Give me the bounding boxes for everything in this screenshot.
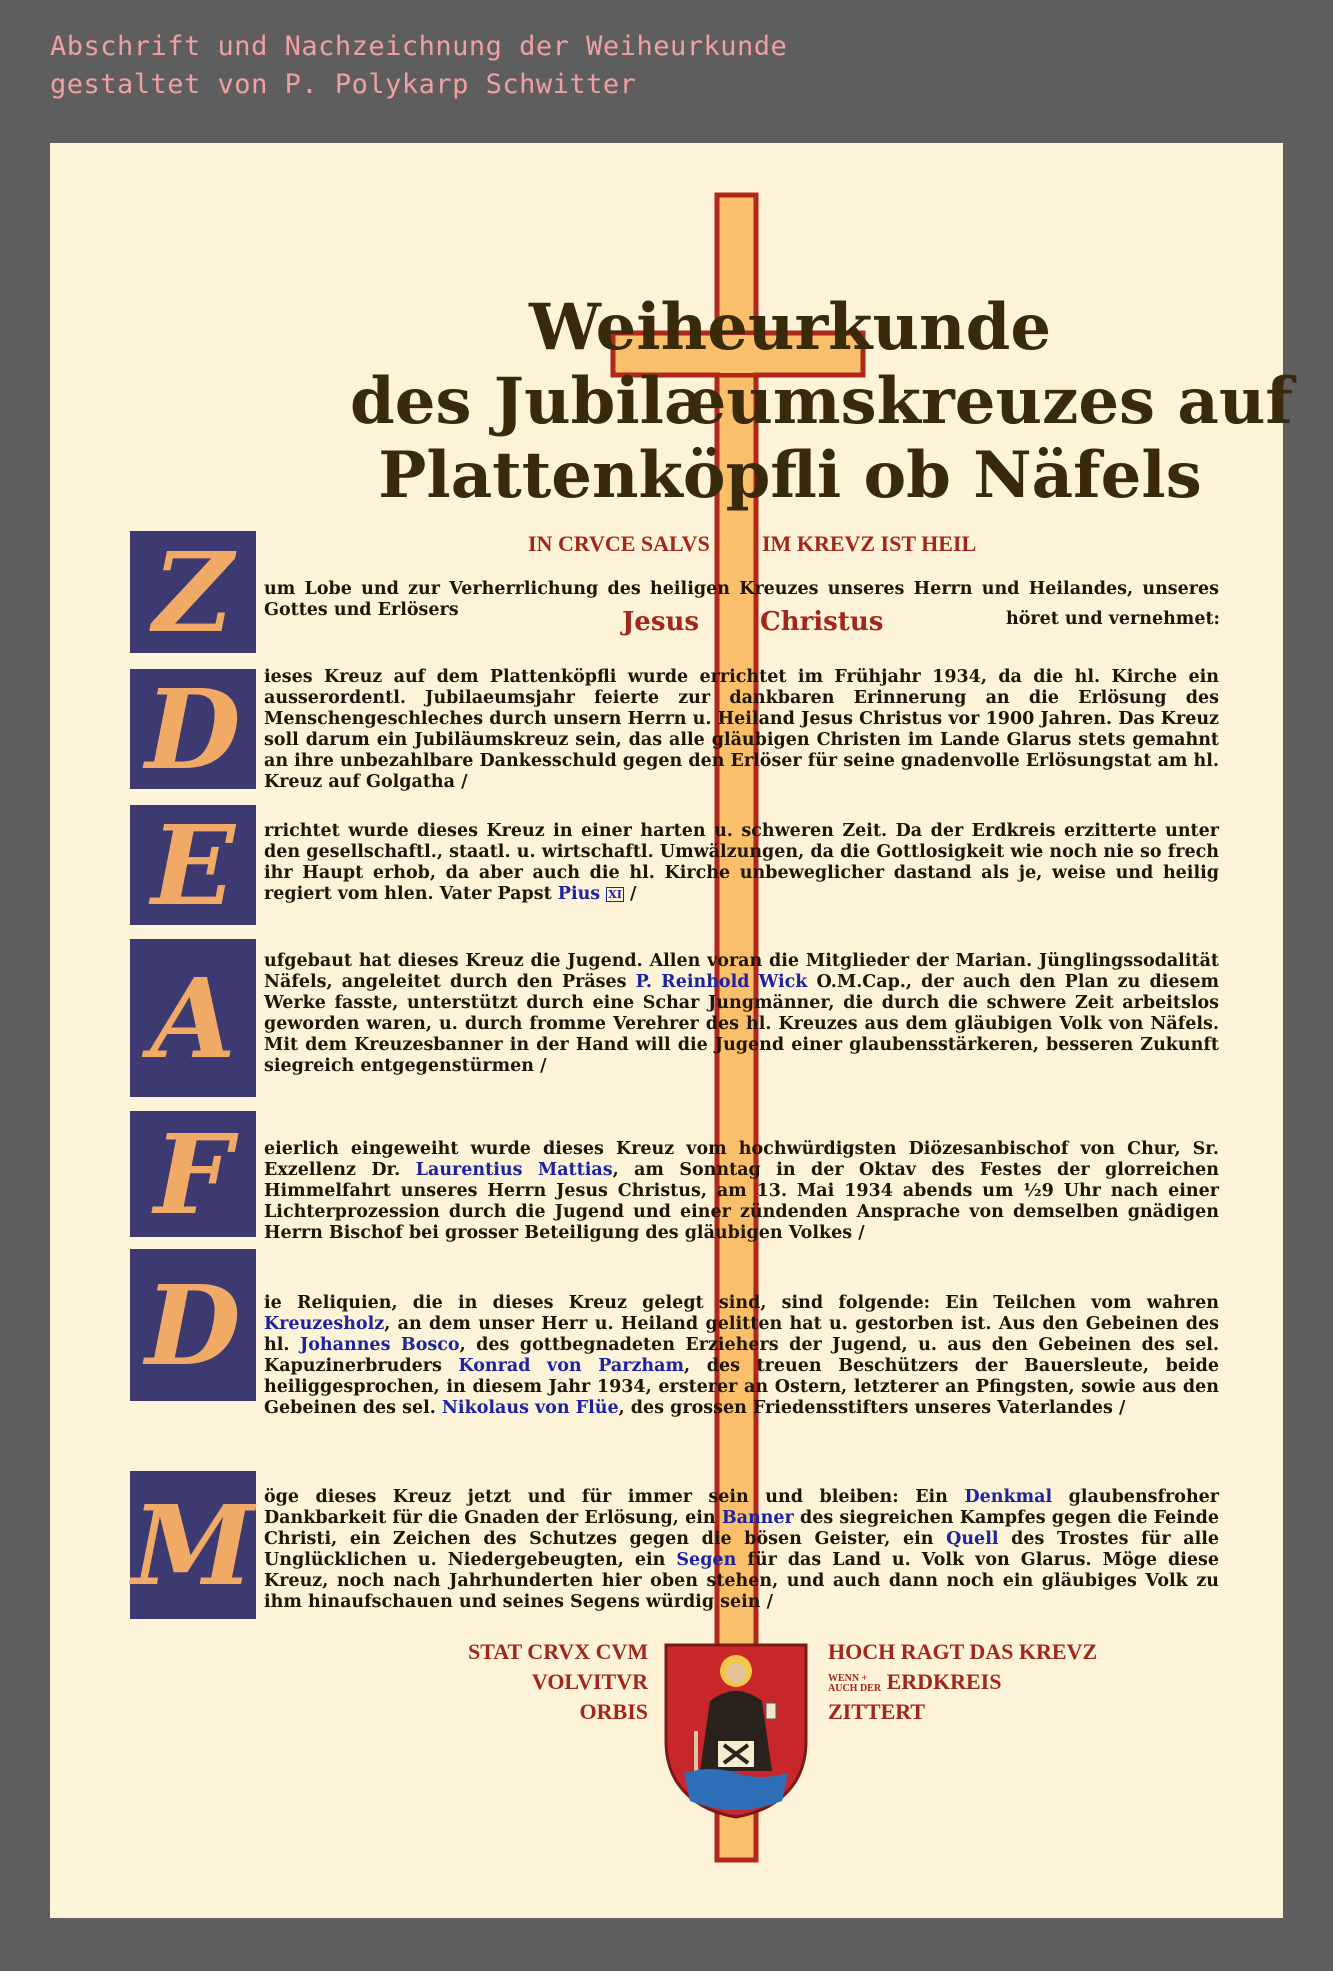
pius-numeral: XI [608, 888, 622, 901]
paragraph-text: glaubensfroher Dankbarkeit für die Gnaden der Erlösung, ein [264, 1487, 1220, 1528]
initial-e: E [130, 805, 256, 925]
header-line-2: gestaltet von P. Polykarp Schwitter [50, 69, 637, 100]
german-small-text [828, 1674, 881, 1694]
name-pius: Pius [557, 884, 601, 904]
german-line-3: ZITTERT [828, 1699, 926, 1724]
page-header [50, 28, 787, 104]
name-christus: Christus [760, 607, 884, 637]
paragraph-text: , des treuen Beschützers der Bauersleute, beide heiliggesprochen, in diesem Jahr 1934, ersterer an Ostern, letzterer an Pfingsten, sowie aus den Gebeinen des sel. [264, 1356, 1220, 1418]
paragraph-text: ie Reliquien, die in dieses Kreuz gelegt sind, sind folgende: Ein Teilchen vom wahren [264, 1293, 1219, 1313]
paragraph-text: , des gottbegnadeten Erziehers der Jugend, u. aus den Gebeinen des sel. Kapuzinerbruders [264, 1335, 1220, 1376]
word-banner: Banner [721, 1508, 794, 1528]
german-line-2 [828, 1667, 1097, 1697]
word-denkmal: Denkmal [964, 1487, 1053, 1507]
title-line-2: des Jubilæumskreuzes auf [350, 364, 1293, 439]
paragraph-text: des siegreichen Kampfes gegen die Feinde Christi, ein Zeichen des Schutzes gegen die bösen Geister, ein [264, 1508, 1220, 1549]
paragraph-hard-times [264, 821, 1219, 905]
paragraph-text: , des grossen Friedensstifters unseres Vaterlandes / [618, 1398, 1126, 1418]
german-small-1: WENN + [828, 1672, 868, 1684]
motto-german: IM KREVZ IST HEIL [762, 531, 977, 556]
german-line-1: HOCH RAGT DAS KREVZ [828, 1639, 1098, 1664]
latin-line-3: ORBIS [579, 1699, 648, 1724]
motto-latin: IN CRVCE SALVS [528, 531, 710, 556]
initial-d-2: D [130, 1249, 256, 1401]
document-title [350, 290, 1293, 513]
header-line-1: Abschrift und Nachzeichnung der Weiheurkunde [50, 31, 788, 62]
german-erdkreis: ERDKREIS [886, 1669, 1002, 1694]
word-quell: Quell [946, 1529, 999, 1549]
paragraph-text: des Trostes für alle Unglücklichen u. Niedergebeugten, ein [264, 1529, 1220, 1570]
paragraph-blessing [264, 1487, 1219, 1613]
initial-f: F [130, 1111, 256, 1237]
initial-a: A [130, 939, 256, 1097]
title-line-3: Plattenköpfli ob Näfels [378, 438, 1202, 513]
bottom-latin-motto [468, 1637, 648, 1727]
title-line-1: Weiheurkunde [528, 290, 1052, 365]
name-laurentius-mattias: Laurentius Mattias [415, 1160, 613, 1180]
latin-line-1: STAT CRVX CVM [468, 1639, 649, 1664]
name-jesus: Jesus [622, 607, 700, 637]
initial-z: Z [130, 531, 256, 653]
paragraph-text: , am Sonntag in der Oktav des Festes der glorreichen Himmelfahrt unseres Herrn Jesus Christus, am 13. Mai 1934 abends um ½9 Uhr nach einer Lichterprozession durch die Jugend und einer zündenden Ansprache von demselben gnädigen Herrn Bischof bei grosser Beteiligung des gläubigen Volkes / [264, 1160, 1219, 1243]
paragraph-end: / [630, 884, 637, 904]
document-sheet [50, 143, 1293, 1918]
paragraph-text: ufgebaut hat dieses Kreuz die Jugend. Allen voran die Mitglieder der Marian. Jünglingssodalität Näfels, angeleitet durch den Präses [264, 951, 1219, 992]
paragraph-text: öge dieses Kreuz jetzt und für immer sein und bleiben: Ein [264, 1487, 948, 1507]
name-johannes-bosco: Johannes Bosco [299, 1335, 460, 1355]
paragraph-text: O.M.Cap., der auch den Plan zu diesem Werke fasste, unterstützt durch eine Schar Jungmänner, die durch die schwere Zeit arbeitslos geworden waren, u. durch fromme Verehrer des hl. Kreuzes aus dem gläubigen Volk von Näfels. Mit dem Kreuzesbanner in der Hand will die Jugend einer glaubensstärkeren, besseren Zukunft siegreich entgegenstürmen / [264, 972, 1219, 1076]
paragraph-text: , an dem unser Herr u. Heiland gelitten hat u. gestorben ist. Aus den Gebeinen des hl. [264, 1314, 1219, 1355]
paragraph-built-by-youth [264, 951, 1219, 1077]
german-small-2: AUCH DER [828, 1682, 882, 1694]
name-konrad-von-parzham: Konrad von Parzham [458, 1356, 685, 1376]
paragraph-praise-end: höret und vernehmet: [1006, 609, 1220, 629]
paragraph-consecration [264, 1139, 1219, 1244]
paragraph-relics [264, 1293, 1219, 1419]
name-nikolaus-von-flue: Nikolaus von Flüe [441, 1398, 619, 1418]
paragraph-cross-erected: ieses Kreuz auf dem Plattenköpfli wurde errichtet im Frühjahr 1934, da die hl. Kirche ein ausserordentl. Jubilaeumsjahr feierte zur dankbaren Erinnerung an die Erlösung des Menschengeschleches durch unsern Herrn u. Heiland Jesus Christus vor 1900 Jahren. Das Kreuz soll darum ein Jubiläumskreuz sein, das alle gläubigen Christen im Lande Glarus stets gemahnt an ihre unbezahlbare Dankesschuld gegen den Erlöser für seine gnadenvolle Erlösungstat am hl. Kreuz auf Golgatha / [264, 667, 1219, 792]
initial-m: M [130, 1471, 256, 1619]
name-reinhold-wick: P. Reinhold Wick [635, 972, 808, 992]
paragraph-text: für das Land u. Volk von Glarus. Möge diese Kreuz, noch nach Jahrhunderten hier oben stehen, und auch dann noch ein gläubiges Volk zu ihm hinaufschauen und seines Segens würdig sein / [264, 1550, 1220, 1612]
initial-d: D [130, 669, 256, 789]
coat-of-arms-icon [662, 1641, 810, 1819]
paragraph-text: rrichtet wurde dieses Kreuz in einer harten u. schweren Zeit. Da der Erdkreis erzitterte unter den gesellschaftl., staatl. u. wirtschaftl. Umwälzungen, da die Gottlosigkeit wie noch nie so frech ihr Haupt erhob, da aber auch die hl. Kirche unbeweglicher dastand als je, weise und heilig regiert vom hlen. Vater Papst [264, 821, 1219, 904]
bottom-german-motto [828, 1637, 1097, 1727]
word-segen: Segen [676, 1550, 737, 1570]
paragraph-text: um Lobe und zur Verherrlichung des heiligen Kreuzes unseres Herrn und Heilandes, unseres Gottes und Erlösers [264, 579, 1219, 620]
latin-line-2: VOLVITVR [531, 1669, 648, 1694]
paragraph-text: eierlich eingeweiht wurde dieses Kreuz vom hochwürdigsten Diözesanbischof von Chur, Sr. Exzellenz Dr. [264, 1139, 1219, 1180]
name-kreuzesholz: Kreuzesholz [264, 1314, 385, 1334]
